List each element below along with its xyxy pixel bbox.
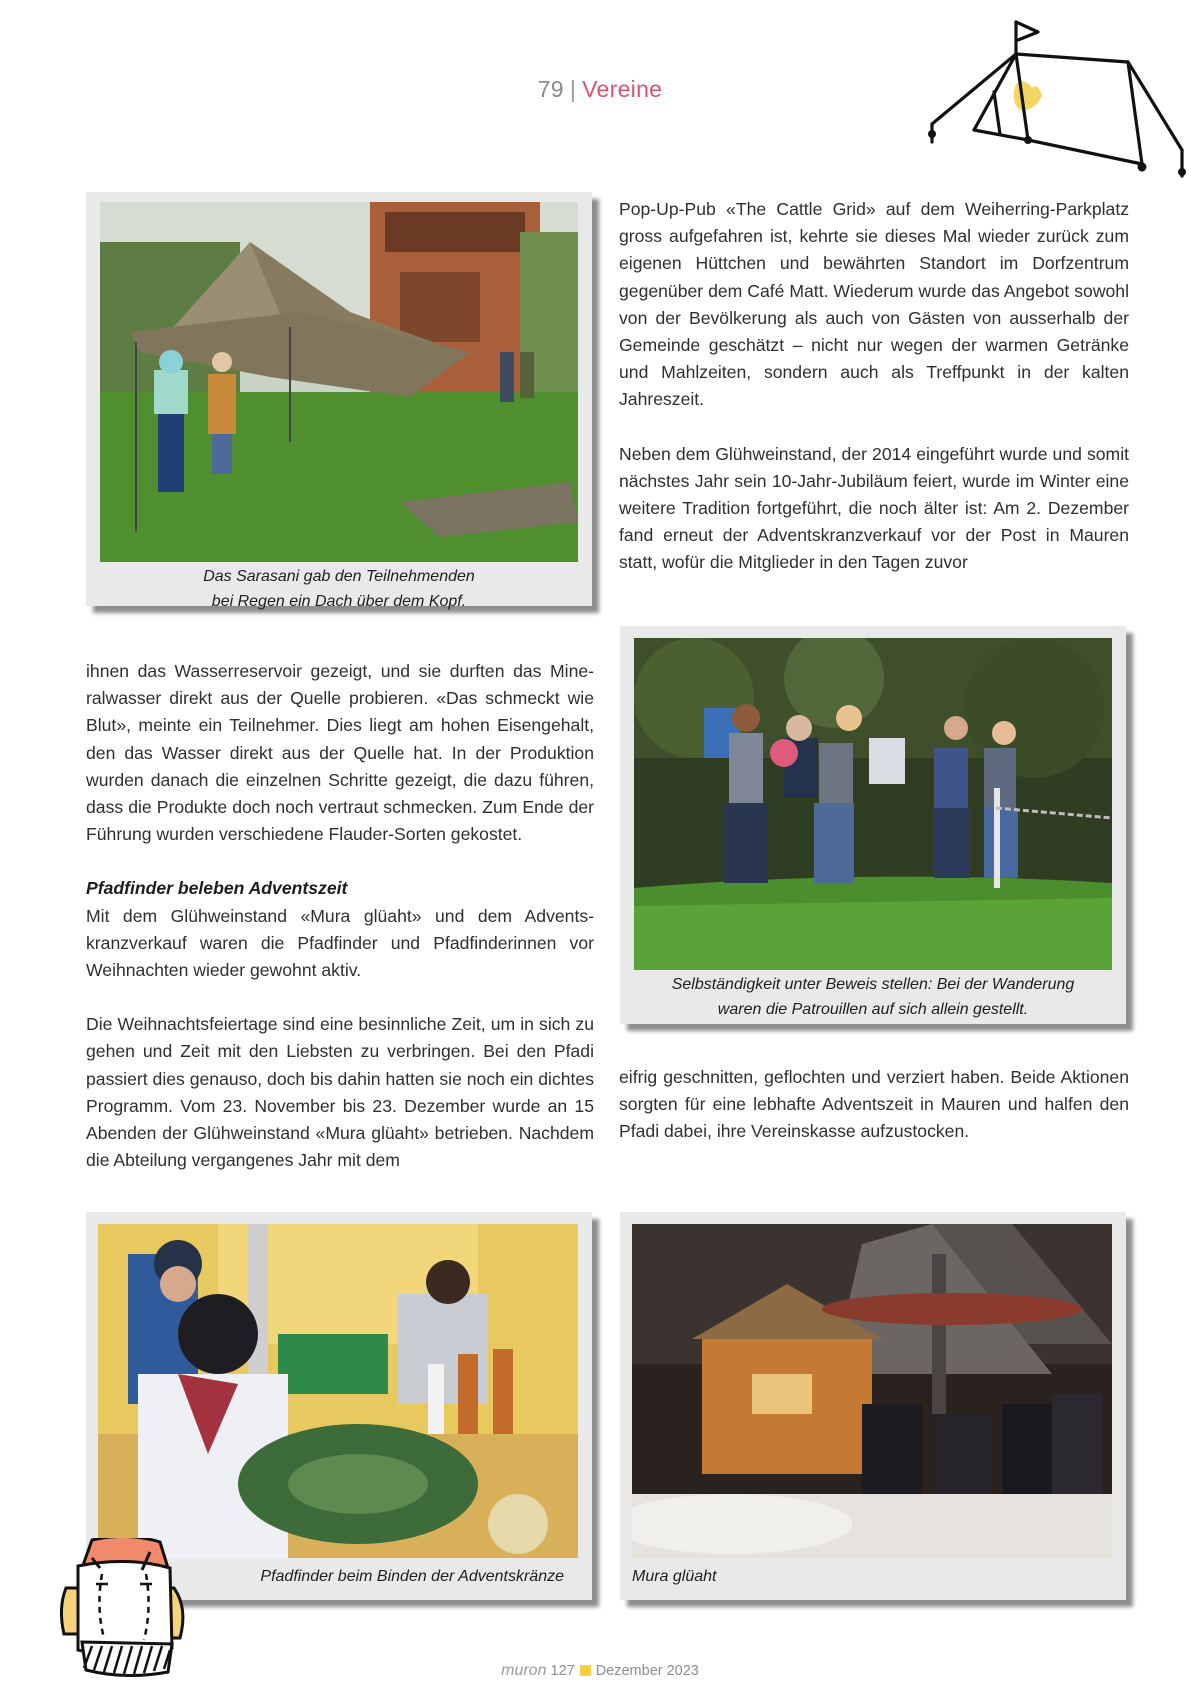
paragraph: ihnen das Wasserreservoir gezeigt, und sie durften das Mineralwasser direkt aus der Quelle probieren. «Das schmeckt wie Blut», meinte ein Teilnehmer. Dies liegt am hohen Eisengehalt, den das Wasser direkt aus der Quelle hat. In der Produktion wurden danach die einzelnen Schritte gezeigt, die dazu führen, dass die Produkte doch noch vertraut schmecken. Zum Ende der Führung wurden verschiedene Flauder-Sorten gekostet. bbox=[86, 661, 594, 845]
section-heading: Pfadfinder beleben Adventszeit bbox=[86, 878, 348, 899]
caption-sarasani-line2: bei Regen ein Dach über dem Kopf. bbox=[211, 593, 467, 610]
section-title: Vereine bbox=[582, 76, 663, 102]
magazine-name: muron bbox=[501, 1662, 547, 1679]
issue-number: 127 bbox=[550, 1663, 575, 1679]
caption-hike-line2: waren die Patrouillen auf sich allein gestellt. bbox=[717, 1001, 1029, 1018]
photo-frame-stand bbox=[620, 1212, 1126, 1600]
photo-frame-hike bbox=[620, 626, 1126, 1024]
text-column-right-mid bbox=[619, 1064, 1129, 1146]
header-separator: | bbox=[569, 76, 577, 102]
caption-hike bbox=[634, 972, 1112, 1022]
backpack-icon bbox=[52, 1538, 202, 1678]
caption-hike-line1: Selbständigkeit unter Beweis stellen: Bei der Wanderung bbox=[671, 976, 1075, 993]
paragraph: eifrig geschnitten, geflochten und verziert haben. Beide Aktionen sorgten für eine lebhafte Adventszeit in Mauren und halfen den Pfadi dabei, ihre Vereinskasse aufzustocken. bbox=[619, 1067, 1129, 1142]
photo-wreaths bbox=[98, 1224, 578, 1558]
photo-frame-sarasani bbox=[86, 192, 592, 610]
issue-date: Dezember 2023 bbox=[595, 1663, 699, 1679]
photo-stand bbox=[632, 1224, 1112, 1558]
caption-stand: Mura glüaht bbox=[632, 1568, 717, 1585]
tent-icon bbox=[920, 14, 1190, 184]
text-column-left bbox=[86, 658, 594, 1174]
footer-square bbox=[580, 1665, 591, 1676]
caption-wreaths: Pfadfinder beim Binden der Adventskränze bbox=[260, 1568, 564, 1585]
page-footer bbox=[0, 1662, 1200, 1680]
caption-sarasani bbox=[100, 564, 578, 614]
paragraph: Pop-Up-Pub «The Cattle Grid» auf dem Weiherring-Parkplatz gross aufgefahren ist, kehrte sie dieses Mal wieder zurück zum eigenen Hüttchen und bewährten Standort im Dorfzentrum gegenüber dem Café Matt. Wiederum wurde das Angebot sowohl von der Bevölkerung als auch von Gästen von ausserhalb der Gemeinde geschätzt – nicht nur wegen der warmen Getränke und Mahlzeiten, sondern auch als Treffpunkt in der kalten Jahreszeit. bbox=[619, 199, 1129, 410]
caption-sarasani-line1: Das Sarasani gab den Teilnehmenden bbox=[203, 568, 475, 585]
text-column-right-top bbox=[619, 196, 1129, 577]
paragraph: Die Weihnachtsfeiertage sind eine besinnliche Zeit, um in sich zu gehen und Zeit mit den Liebsten zu verbringen. Bei den Pfadi passiert dies genauso, doch bis dahin hatten sie noch ein dichtes Programm. Vom 23. November bis 23. Dezember wurde an 15 Abenden der Glühweinstand «Mura glüaht» betrieben. Nachdem die Abteilung vergangenes Jahr mit dem bbox=[86, 1014, 594, 1171]
paragraph: Neben dem Glühweinstand, der 2014 eingeführt wurde und somit nächstes Jahr sein 10-Jahr-Jubiläum feiert, wurde im Winter eine weitere Tradition fortgeführt, die noch älter ist: Am 2. Dezember fand erneut der Adventskranzverkauf vor der Post in Mauren statt, wofür die Mitglieder in den Tagen zuvor bbox=[619, 443, 1129, 573]
section-heading-block bbox=[86, 875, 594, 984]
photo-sarasani bbox=[100, 202, 578, 562]
paragraph: Mit dem Glühweinstand «Mura glüaht» und dem Adventskranzverkauf waren die Pfadfinder und Pfadfinderinnen vor Weihnachten wieder gewohnt aktiv. bbox=[86, 905, 594, 981]
photo-hike bbox=[634, 638, 1112, 970]
page-number: 79 bbox=[537, 76, 564, 102]
